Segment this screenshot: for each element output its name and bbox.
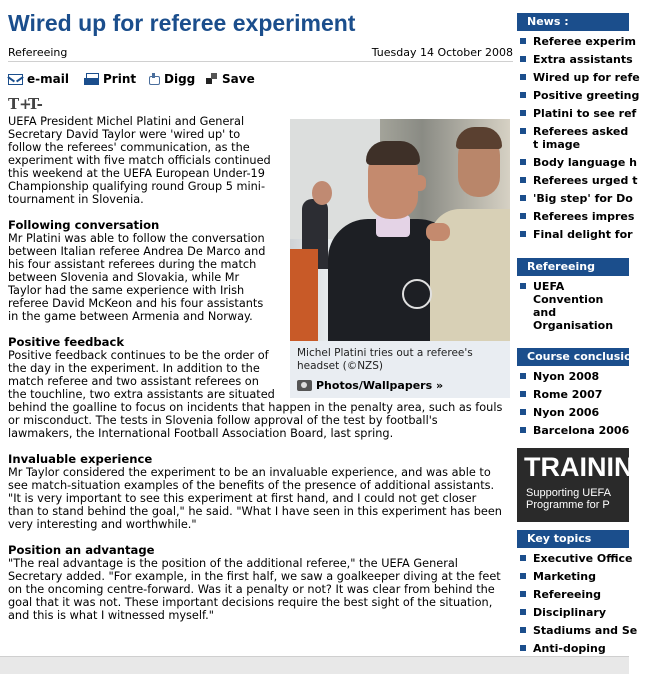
training-banner[interactable] — [517, 448, 655, 522]
sidebar-link[interactable]: Nyon 2008 — [517, 368, 629, 386]
sidebar-link[interactable]: Nyon 2006 — [517, 404, 629, 422]
sidebar-link[interactable]: Extra assistants — [517, 51, 629, 69]
section-text-wide — [8, 401, 513, 440]
training-banner-line2: Programme for P — [526, 499, 610, 511]
section-line: on the oncoming centre-forward. Was it a penalty or not? It was clear from behind the — [8, 583, 495, 596]
sidebar-link[interactable]: Stadiums and Se — [517, 622, 629, 640]
horizontal-scrollbar[interactable] — [0, 656, 629, 674]
section-line: goal that it was not. These important decisions require the best sight of the situation, — [8, 596, 493, 609]
photos-wallpapers-link[interactable] — [297, 379, 443, 392]
article-photo[interactable] — [290, 119, 510, 341]
sidebar-link[interactable]: Disciplinary — [517, 604, 629, 622]
text-size-controls — [8, 95, 513, 111]
section-heading: Invaluable experience — [8, 452, 153, 466]
section-line: the touchline, two extra assistants are situated — [8, 388, 275, 401]
sidebar-link[interactable]: Marketing — [517, 568, 629, 586]
section-line: match referee and two assistant referees on — [8, 375, 259, 388]
section-line: referee David McKeon and his four assistants — [8, 297, 264, 310]
news-header: News : — [517, 13, 629, 31]
training-banner-line1: Supporting UEFA — [526, 487, 611, 499]
section-line: the day in the experiment. In addition to the — [8, 362, 260, 375]
refereeing-list — [517, 276, 629, 335]
sidebar-link[interactable]: Refereeing — [517, 586, 629, 604]
article-date: Tuesday 14 October 2008 — [371, 46, 513, 59]
refereeing-header[interactable]: Refereeing — [517, 258, 629, 276]
save-icon — [206, 73, 218, 85]
key-topics-header: Key topics — [517, 530, 629, 548]
lead-line: follow the referees' communication, as the — [8, 141, 250, 154]
print-icon — [84, 73, 99, 86]
section-heading: Following conversation — [8, 218, 160, 232]
section-text-wide — [8, 466, 513, 531]
photos-wallpapers-label: Photos/Wallpapers » — [316, 379, 444, 392]
course-conclusion-header[interactable]: Course conclusion — [517, 348, 629, 366]
print-label: Print — [103, 72, 137, 86]
photo-caption: Michel Platini tries out a referee's headset (©NZS) — [297, 347, 473, 372]
sidebar-link[interactable]: Final delight for — [517, 226, 629, 244]
section-line: or misconduct. The tests in Slovenia follow approval of the test by football's — [8, 414, 438, 427]
article-tools — [8, 72, 513, 88]
section-text-narrow — [8, 349, 284, 401]
text-size-increase[interactable]: T+ — [8, 95, 32, 113]
sidebar-link[interactable]: Referees asked t image — [517, 123, 629, 154]
section-line: Mr Taylor considered the experiment to be an invaluable experience, and was able to — [8, 466, 491, 479]
article-lead — [8, 115, 284, 206]
photo-panel — [290, 119, 510, 398]
camera-icon — [297, 380, 312, 391]
sidebar-link[interactable]: Rome 2007 — [517, 386, 629, 404]
section-text-narrow — [8, 232, 284, 323]
sidebar-link[interactable]: Referee experim — [517, 33, 629, 51]
section-line: see match-situation examples of the benefits of the presence of additional assistants. — [8, 479, 495, 492]
section-line: Taylor had the same experience with Irish — [8, 284, 245, 297]
sidebar-link[interactable]: Wired up for refe — [517, 69, 629, 87]
section-line: very interesting and worthwhile." — [8, 518, 197, 531]
lead-line: Secretary David Taylor were 'wired up' to — [8, 128, 241, 141]
article-meta — [8, 44, 513, 62]
section-line: in the game between Armenia and Norway. — [8, 310, 253, 323]
section-line: "The real advantage is the position of the additional referee," the UEFA General — [8, 557, 458, 570]
section-line: Secretary added. "For example, in the first half, we saw a goalkeeper diving at the feet — [8, 570, 501, 583]
section-heading: Position an advantage — [8, 543, 155, 557]
article-category: Refereeing — [8, 46, 68, 59]
section-line: than to stand behind the goal," he said. "What I have seen in this experiment has been — [8, 505, 502, 518]
section-line: behind the goalline to focus on incidents that happen in the penalty area, such as fouls — [8, 401, 503, 414]
digg-label: Digg — [164, 72, 196, 86]
sidebar-link[interactable]: Positive greeting — [517, 87, 629, 105]
section-line: and this is what I witnessed myself." — [8, 609, 214, 622]
section-line: between Slovenia and Slovakia, while Mr — [8, 271, 240, 284]
article-title: Wired up for referee experiment — [8, 10, 356, 36]
course-list — [517, 366, 629, 440]
lead-line: Championship qualifying round Group 5 mini- — [8, 180, 266, 193]
lead-line: this weekend at the UEFA European Under-19 — [8, 167, 265, 180]
email-button[interactable] — [8, 72, 69, 86]
sidebar-link[interactable]: Executive Office — [517, 550, 629, 568]
digg-button[interactable] — [148, 72, 195, 86]
training-banner-title: TRAINING — [524, 452, 655, 482]
mail-icon — [8, 74, 23, 85]
email-label: e-mail — [27, 72, 69, 86]
section-text-wide — [8, 557, 513, 622]
sidebar-link[interactable]: Body language h — [517, 154, 629, 172]
sidebar-link[interactable]: 'Big step' for Do — [517, 190, 629, 208]
sidebar-link[interactable]: Platini to see ref — [517, 105, 629, 123]
sidebar-link[interactable]: UEFA Convention and Organisation — [517, 278, 629, 335]
key-topics-list — [517, 548, 638, 658]
lead-line: experiment with five match officials continued — [8, 154, 271, 167]
section-line: Mr Platini was able to follow the conversation — [8, 232, 265, 245]
section-line: Positive feedback continues to be the order of — [8, 349, 269, 362]
save-button[interactable] — [206, 72, 255, 86]
section-line: between Italian referee Andrea De Marco and — [8, 245, 266, 258]
section-line: his four assistant referees during the match — [8, 258, 257, 271]
print-button[interactable] — [84, 72, 136, 86]
section-line: "It is very important to see this experiment at first hand, and I could not get closer — [8, 492, 477, 505]
sidebar-link[interactable]: Barcelona 2006 — [517, 422, 629, 440]
section-heading: Positive feedback — [8, 335, 125, 349]
save-label: Save — [222, 72, 255, 86]
lead-line: UEFA President Michel Platini and General — [8, 115, 245, 128]
news-list — [517, 31, 640, 244]
sidebar-link[interactable]: Referees impres — [517, 208, 629, 226]
sidebar — [517, 13, 655, 658]
sidebar-link[interactable]: Anti-doping — [517, 640, 629, 658]
digg-icon — [148, 73, 160, 85]
lead-line: tournament in Slovenia. — [8, 193, 144, 206]
sidebar-link[interactable]: Referees urged t — [517, 172, 629, 190]
section-line: lawmakers, the International Football Association Board, last spring. — [8, 427, 394, 440]
text-size-decrease[interactable]: T- — [28, 95, 43, 113]
